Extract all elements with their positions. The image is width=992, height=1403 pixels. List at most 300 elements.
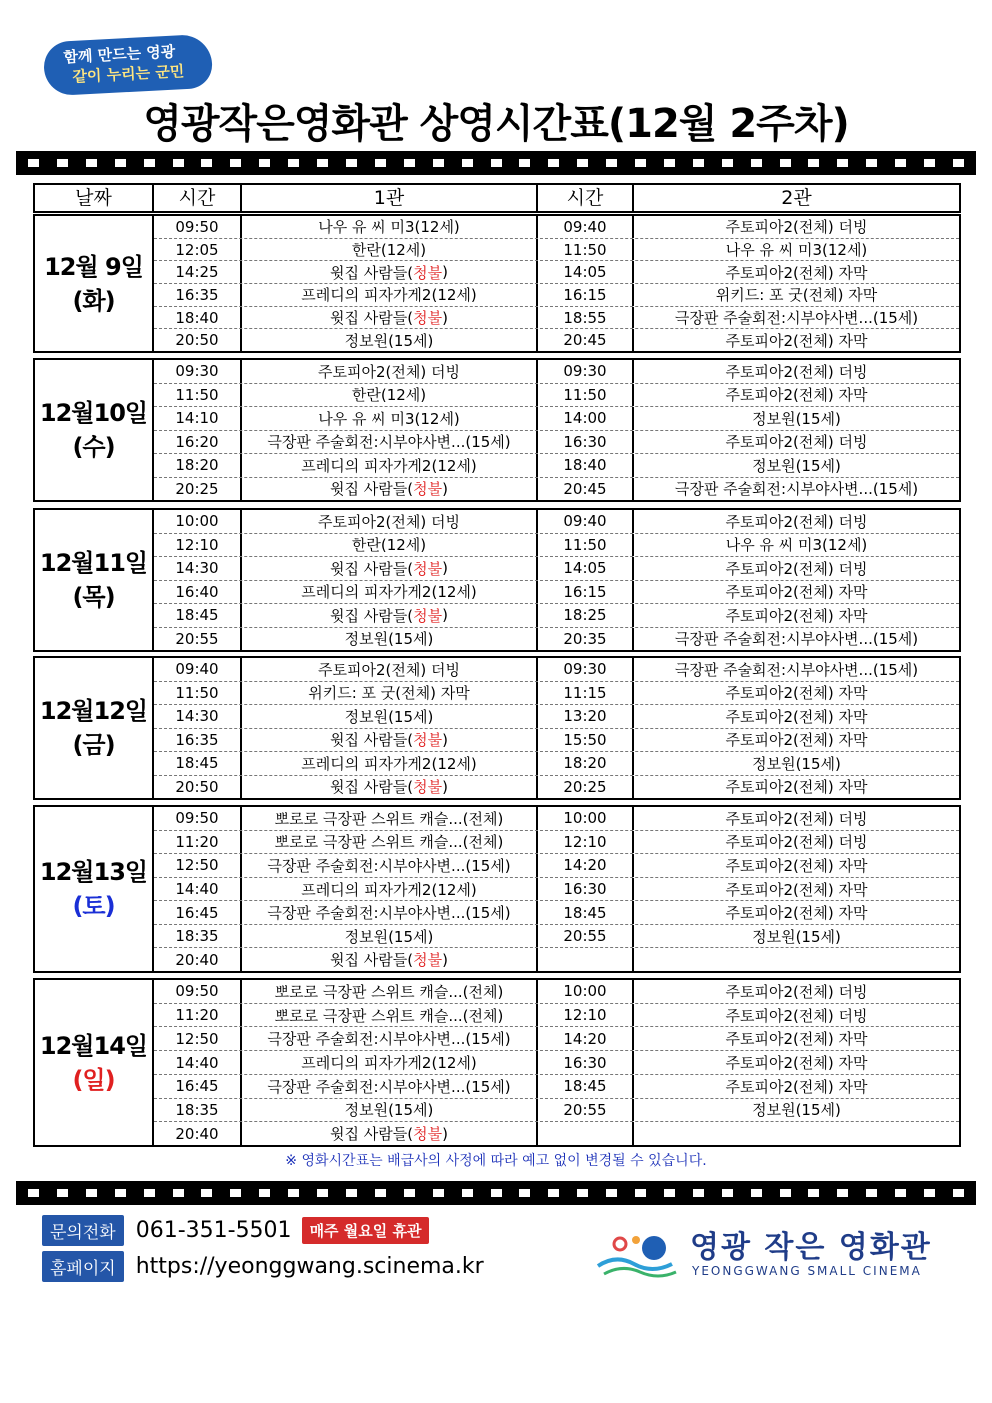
- showtime-row: [154, 776, 959, 799]
- hall1-time-text: 16:20: [175, 432, 219, 451]
- hall1-movie-text: 뽀로로 극장판 스위트 캐슬...(전체): [274, 833, 504, 852]
- hall2-time: [538, 407, 634, 430]
- hall2-movie-text: 주토피아2(전체) 더빙: [725, 559, 868, 578]
- table-header: [33, 183, 961, 213]
- day-weekday: (토): [72, 892, 115, 920]
- hall1-movie: [242, 216, 538, 238]
- hall2-movie: [634, 407, 959, 430]
- hall1-time: [154, 581, 242, 604]
- hall2-time: [538, 534, 634, 557]
- schedule-notice: ※ 영화시간표는 배급사의 사정에 따라 예고 없이 변경될 수 있습니다.: [285, 1153, 707, 1169]
- hall1-time-text: 10:00: [175, 512, 219, 531]
- rating-adult: 청불: [413, 309, 443, 328]
- showtime-row: [154, 658, 959, 682]
- hall1-movie: [242, 1027, 538, 1050]
- phone-contact: [42, 1215, 429, 1246]
- homepage-link[interactable]: https://yeonggwang.scinema.kr: [135, 1254, 484, 1279]
- hall1-time-text: 18:35: [175, 1100, 219, 1119]
- showtime-row: [154, 628, 959, 651]
- hall1-time: [154, 510, 242, 533]
- showtime-row: [154, 752, 959, 776]
- hall2-time: [538, 239, 634, 261]
- hall1-movie: [242, 239, 538, 261]
- hall2-movie: [634, 925, 959, 948]
- film-hole: [230, 159, 241, 167]
- hall2-movie: [634, 478, 959, 501]
- hall2-movie: [634, 216, 959, 238]
- hall2-time: [538, 454, 634, 477]
- hall1-time: [154, 948, 242, 971]
- hall2-movie-text: 주토피아2(전체) 자막: [725, 1077, 868, 1096]
- film-hole: [808, 159, 819, 167]
- hall1-movie-text: 윗집 사람들(: [330, 559, 414, 578]
- hall1-movie: [242, 682, 538, 705]
- film-strip-bottom: [16, 1181, 976, 1205]
- hall1-time-text: 14:30: [175, 707, 219, 726]
- hall1-movie: [242, 407, 538, 430]
- film-hole: [751, 159, 762, 167]
- showtime-row: [154, 1051, 959, 1075]
- hall2-movie-text: 극장판 주술회전:시부야사변...(15세): [674, 309, 919, 328]
- film-hole: [895, 1189, 906, 1197]
- hall1-movie-text: 윗집 사람들(: [330, 309, 414, 328]
- hall1-time: [154, 604, 242, 627]
- hall2-time-text: 18:45: [563, 903, 607, 922]
- day-block: [33, 805, 961, 973]
- hall2-time-text: 09:40: [563, 217, 607, 236]
- day-weekday: (수): [72, 433, 115, 461]
- film-hole: [115, 1189, 126, 1197]
- film-hole: [780, 1189, 791, 1197]
- hall2-movie: [634, 1122, 959, 1145]
- hall2-movie-text: 주토피아2(전체) 자막: [725, 1054, 868, 1073]
- hall1-movie: [242, 729, 538, 752]
- hall1-movie-text: 극장판 주술회전:시부야사변...(15세): [267, 904, 511, 923]
- hall1-time-text: 16:40: [175, 582, 219, 601]
- hall2-movie-text: 주토피아2(전체) 자막: [725, 263, 868, 282]
- hall2-time-text: 18:45: [563, 1077, 607, 1096]
- film-hole: [144, 1189, 155, 1197]
- showtime-row: [154, 729, 959, 753]
- hall2-time-text: 09:30: [563, 362, 607, 381]
- hall1-time: [154, 384, 242, 407]
- film-hole: [375, 1189, 386, 1197]
- rating-adult: 청불: [413, 731, 443, 750]
- hall2-movie: [634, 807, 959, 830]
- film-hole: [491, 159, 502, 167]
- hall2-time: [538, 901, 634, 924]
- hall2-movie: [634, 557, 959, 580]
- showtime-row: [154, 925, 959, 949]
- hall1-time-text: 20:55: [175, 629, 219, 648]
- hall1-time: [154, 925, 242, 948]
- hall1-movie: [242, 752, 538, 775]
- hall2-time: [538, 752, 634, 775]
- film-hole: [519, 159, 530, 167]
- hall2-movie-text: 주토피아2(전체) 자막: [725, 331, 868, 350]
- film-hole: [346, 1189, 357, 1197]
- hall2-time: [538, 431, 634, 454]
- hall1-time: [154, 1027, 242, 1050]
- rating-close: ): [442, 308, 448, 327]
- hall1-time-text: 20:50: [175, 331, 219, 350]
- film-hole: [115, 159, 126, 167]
- day-date: 12월13일: [39, 858, 148, 886]
- hall2-time-text: 20:25: [563, 777, 607, 796]
- hall2-time: [538, 384, 634, 407]
- hall1-time: [154, 854, 242, 877]
- hall2-movie-text: 주토피아2(전체) 자막: [725, 880, 868, 899]
- slogan-line2: 같이 누리는 군민: [72, 62, 185, 86]
- hall1-movie: [242, 261, 538, 283]
- hall1-movie-text: 프레디의 피자가게2(12세): [301, 754, 477, 773]
- hall2-time: [538, 557, 634, 580]
- hall2-movie: [634, 752, 959, 775]
- page-title: 영광작은영화관 상영시간표(12월 2주차): [143, 101, 849, 147]
- film-hole: [808, 1189, 819, 1197]
- hall1-movie: [242, 384, 538, 407]
- hall1-time-text: 14:40: [175, 1053, 219, 1072]
- hall2-movie-text: 주토피아2(전체) 자막: [725, 684, 868, 703]
- hall2-time-text: 14:05: [563, 559, 607, 578]
- rating-close: ): [442, 559, 448, 578]
- hall1-movie: [242, 1004, 538, 1027]
- hall1-movie-text: 뽀로로 극장판 스위트 캐슬...(전체): [274, 982, 504, 1001]
- film-hole: [606, 1189, 617, 1197]
- hall2-time-text: 16:15: [563, 285, 607, 304]
- hall1-time-text: 09:50: [175, 809, 219, 828]
- hall1-time: [154, 360, 242, 383]
- hall1-movie-text: 주토피아2(전체) 더빙: [318, 660, 460, 679]
- rating-adult: 청불: [413, 606, 443, 625]
- hall1-movie-text: 뽀로로 극장판 스위트 캐슬...(전체): [274, 1006, 504, 1025]
- hall1-movie-text: 나우 유 씨 미3(12세): [318, 218, 460, 237]
- day-date: 12월14일: [39, 1031, 148, 1060]
- film-hole: [404, 159, 415, 167]
- hall2-movie: [634, 261, 959, 283]
- hall1-time-text: 18:45: [175, 754, 219, 773]
- hall1-movie-text: 한란(12세): [351, 386, 427, 405]
- rating-close: ): [442, 1124, 448, 1143]
- hall2-time: [538, 658, 634, 681]
- hall1-time-text: 09:50: [175, 217, 219, 236]
- hall1-movie: [242, 925, 538, 948]
- film-hole: [548, 159, 559, 167]
- hall1-movie-text: 정보원(15세): [344, 331, 434, 350]
- hall1-movie: [242, 854, 538, 877]
- film-hole: [230, 1189, 241, 1197]
- day-cell: [35, 360, 154, 500]
- hall1-time: [154, 431, 242, 454]
- header-hall1: 1관: [242, 185, 538, 211]
- film-hole: [635, 159, 646, 167]
- hall1-movie: [242, 534, 538, 557]
- day-weekday: (화): [72, 286, 115, 315]
- hall2-movie: [634, 705, 959, 728]
- cinema-name-en: YEONGGWANG SMALL CINEMA: [692, 1264, 922, 1278]
- film-hole: [288, 159, 299, 167]
- hall1-movie: [242, 658, 538, 681]
- showtime-row: [154, 1099, 959, 1123]
- hall2-movie: [634, 329, 959, 351]
- hall1-time: [154, 216, 242, 238]
- film-hole: [375, 159, 386, 167]
- day-date: 12월 9일: [44, 252, 143, 281]
- hall2-time: [538, 854, 634, 877]
- hall1-time: [154, 1004, 242, 1027]
- showtime-row: [154, 1004, 959, 1028]
- rating-close: ): [442, 606, 448, 625]
- showtime-row: [154, 478, 959, 501]
- hall1-time-text: 20:40: [175, 1124, 219, 1143]
- hall1-movie: [242, 431, 538, 454]
- hall2-time: [538, 216, 634, 238]
- film-strip-top: [16, 151, 976, 175]
- hall1-movie-text: 윗집 사람들(: [330, 1125, 414, 1144]
- film-hole: [28, 1189, 39, 1197]
- hall2-time: [538, 284, 634, 306]
- day-date: 12월10일: [39, 399, 148, 427]
- hall1-movie-text: 윗집 사람들(: [330, 778, 414, 797]
- day-cell: [35, 980, 154, 1145]
- hall2-movie-text: 나우 유 씨 미3(12세): [725, 536, 868, 555]
- hall1-time-text: 20:40: [175, 950, 219, 969]
- showtime-row: [154, 901, 959, 925]
- day-date: 12월11일: [39, 549, 148, 577]
- showtime-row: [154, 329, 959, 351]
- hall2-time: [538, 261, 634, 283]
- hall1-time: [154, 284, 242, 306]
- hall1-time: [154, 628, 242, 651]
- film-hole: [144, 159, 155, 167]
- hall2-movie-text: 주토피아2(전체) 자막: [725, 904, 868, 923]
- hall1-movie-text: 윗집 사람들(: [330, 731, 414, 750]
- hall1-time: [154, 776, 242, 799]
- hall2-time-text: 20:55: [563, 1100, 607, 1119]
- hall2-time: [538, 807, 634, 830]
- day-cell: [35, 658, 154, 798]
- hall2-time-text: 14:05: [563, 263, 607, 282]
- hall1-movie: [242, 776, 538, 799]
- film-hole: [664, 159, 675, 167]
- hall1-movie-text: 극장판 주술회전:시부야사변...(15세): [267, 1030, 511, 1049]
- hall1-movie-text: 극장판 주술회전:시부야사변...(15세): [267, 856, 511, 875]
- hall2-movie: [634, 284, 959, 306]
- hall2-time: [538, 581, 634, 604]
- hall1-movie: [242, 1122, 538, 1145]
- closed-notice: 매주 월요일 휴관: [302, 1217, 430, 1244]
- hall2-movie: [634, 1099, 959, 1122]
- hall1-movie: [242, 329, 538, 351]
- hall2-movie-text: 정보원(15세): [752, 927, 841, 946]
- rating-adult: 청불: [413, 480, 443, 499]
- showtime-row: [154, 705, 959, 729]
- hall1-movie-text: 프레디의 피자가게2(12세): [301, 286, 477, 305]
- hall1-movie: [242, 1099, 538, 1122]
- film-hole: [837, 159, 848, 167]
- hall1-time-text: 12:10: [175, 535, 219, 554]
- hall2-movie: [634, 239, 959, 261]
- hall2-movie-text: 극장판 주술회전:시부야사변...(15세): [674, 480, 919, 499]
- hall1-movie-text: 프레디의 피자가게2(12세): [301, 880, 477, 899]
- hall2-time-text: 18:40: [563, 456, 607, 475]
- hall1-time-text: 20:25: [175, 479, 219, 498]
- hall1-time-text: 18:45: [175, 606, 219, 625]
- hall2-time-text: 09:40: [563, 512, 607, 531]
- day-block: [33, 358, 961, 502]
- hall2-time-text: 16:30: [563, 1053, 607, 1072]
- slogan-logo: [43, 34, 214, 97]
- hall2-movie: [634, 1027, 959, 1050]
- hall2-time-text: 14:20: [563, 1029, 607, 1048]
- hall2-movie: [634, 854, 959, 877]
- homepage-label: 홈페이지: [42, 1251, 124, 1282]
- hall1-time-text: 11:50: [175, 683, 219, 702]
- rating-adult: 청불: [413, 559, 443, 578]
- header-time2: 시간: [538, 185, 634, 211]
- hall2-time: [538, 604, 634, 627]
- hall1-time: [154, 705, 242, 728]
- hall2-time-text: 18:55: [563, 308, 607, 327]
- film-hole: [693, 159, 704, 167]
- day-weekday: (일): [72, 1065, 115, 1094]
- hall1-time-text: 16:35: [175, 285, 219, 304]
- hall2-movie: [634, 980, 959, 1003]
- hall2-time-text: 16:30: [563, 880, 607, 899]
- hall2-movie: [634, 604, 959, 627]
- rating-close: ): [442, 479, 448, 498]
- hall1-time: [154, 454, 242, 477]
- hall1-movie: [242, 980, 538, 1003]
- header-date: 날짜: [35, 185, 154, 211]
- hall2-time-text: 11:15: [563, 683, 607, 702]
- hall2-movie: [634, 1004, 959, 1027]
- day-block: [33, 656, 961, 800]
- hall2-time: [538, 329, 634, 351]
- hall2-movie-text: 정보원(15세): [752, 456, 841, 475]
- hall1-movie: [242, 1075, 538, 1098]
- hall1-time-text: 16:45: [175, 903, 219, 922]
- hall2-movie: [634, 628, 959, 651]
- film-hole: [866, 159, 877, 167]
- hall2-time-text: 20:45: [563, 331, 607, 350]
- film-hole: [722, 1189, 733, 1197]
- film-hole: [462, 1189, 473, 1197]
- hall1-time: [154, 878, 242, 901]
- film-hole: [259, 1189, 270, 1197]
- hall2-movie-text: 주토피아2(전체) 더빙: [725, 218, 868, 237]
- hall2-time-text: 18:25: [563, 606, 607, 625]
- hall2-movie-text: 정보원(15세): [752, 754, 841, 773]
- hall1-time-text: 18:20: [175, 456, 219, 475]
- day-weekday: (금): [72, 731, 115, 759]
- hall1-time: [154, 807, 242, 830]
- day-block: [33, 978, 961, 1147]
- phone-label: 문의전화: [42, 1215, 124, 1246]
- film-hole: [404, 1189, 415, 1197]
- hall1-time: [154, 1122, 242, 1145]
- film-hole: [924, 1189, 935, 1197]
- hall2-movie-text: 주토피아2(전체) 자막: [725, 707, 868, 726]
- hall1-time: [154, 682, 242, 705]
- showtime-row: [154, 831, 959, 855]
- film-hole: [28, 159, 39, 167]
- hall1-movie: [242, 948, 538, 971]
- rating-close: ): [442, 263, 448, 282]
- hall2-time: [538, 705, 634, 728]
- hall2-movie-text: 주토피아2(전체) 자막: [725, 606, 868, 625]
- showtime-row: [154, 454, 959, 478]
- film-hole: [866, 1189, 877, 1197]
- hall1-time: [154, 557, 242, 580]
- film-hole: [895, 159, 906, 167]
- hall1-movie: [242, 360, 538, 383]
- film-hole: [201, 159, 212, 167]
- hall2-movie: [634, 729, 959, 752]
- hall2-movie-text: 주토피아2(전체) 자막: [725, 1030, 868, 1049]
- hall1-time-text: 09:50: [175, 982, 219, 1001]
- phone-number[interactable]: 061-351-5501: [135, 1218, 292, 1243]
- hall1-movie-text: 정보원(15세): [344, 630, 434, 649]
- hall1-movie: [242, 705, 538, 728]
- hall1-time: [154, 729, 242, 752]
- hall2-time: [538, 878, 634, 901]
- hall1-movie-text: 한란(12세): [351, 536, 427, 555]
- hall1-time-text: 11:20: [175, 832, 219, 851]
- hall1-movie-text: 정보원(15세): [344, 707, 434, 726]
- showtime-row: [154, 510, 959, 534]
- hall2-time-text: 10:00: [563, 809, 607, 828]
- showtime-row: [154, 948, 959, 971]
- hall1-time: [154, 831, 242, 854]
- hall2-time: [538, 980, 634, 1003]
- hall1-movie-text: 주토피아2(전체) 더빙: [318, 362, 460, 381]
- hall1-time-text: 16:35: [175, 730, 219, 749]
- hall1-movie-text: 뽀로로 극장판 스위트 캐슬...(전체): [274, 809, 504, 828]
- film-hole: [780, 159, 791, 167]
- hall1-movie-text: 주토피아2(전체) 더빙: [318, 512, 460, 531]
- hall2-time: [538, 831, 634, 854]
- hall2-movie-text: 주토피아2(전체) 더빙: [725, 809, 868, 828]
- day-block: [33, 214, 961, 353]
- hall1-time-text: 11:20: [175, 1006, 219, 1025]
- hall2-movie-text: 주토피아2(전체) 더빙: [725, 512, 868, 531]
- hall2-movie: [634, 431, 959, 454]
- hall2-movie: [634, 1075, 959, 1098]
- hall1-time-text: 11:50: [175, 385, 219, 404]
- showtime-row: [154, 284, 959, 307]
- hall1-time-text: 14:25: [175, 263, 219, 282]
- hall1-movie-text: 윗집 사람들(: [330, 606, 414, 625]
- hall2-time-text: 09:30: [563, 660, 607, 679]
- hall1-movie: [242, 454, 538, 477]
- film-hole: [57, 1189, 68, 1197]
- hall2-movie: [634, 682, 959, 705]
- film-hole: [635, 1189, 646, 1197]
- hall1-time: [154, 658, 242, 681]
- hall1-time: [154, 1051, 242, 1074]
- rating-adult: 청불: [413, 1125, 443, 1144]
- hall2-movie-text: 정보원(15세): [752, 1101, 841, 1120]
- hall2-time: [538, 729, 634, 752]
- hall1-time: [154, 329, 242, 351]
- film-hole: [519, 1189, 530, 1197]
- hall2-time: [538, 510, 634, 533]
- hall2-time: [538, 948, 634, 971]
- hall1-movie: [242, 307, 538, 329]
- hall2-movie: [634, 831, 959, 854]
- hall2-movie-text: 주토피아2(전체) 자막: [725, 386, 868, 405]
